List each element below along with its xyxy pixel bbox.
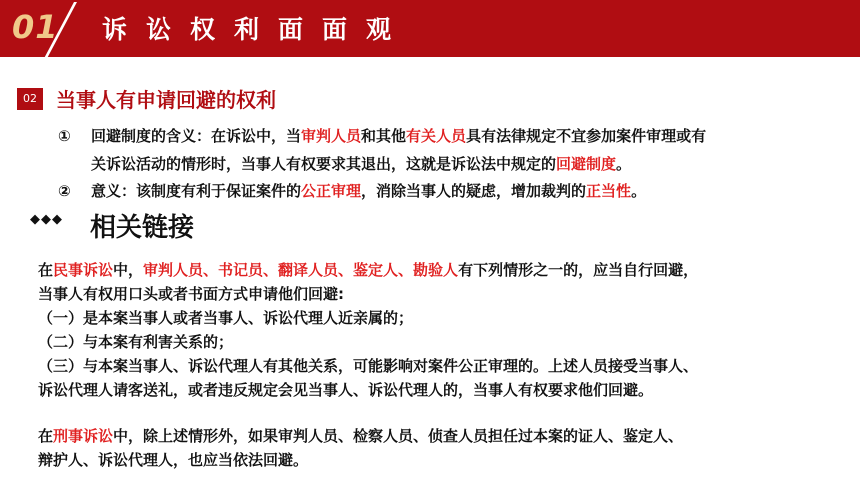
subsection-title: 当事人有申请回避的权利 xyxy=(56,88,276,112)
civil-line-4: （二）与本案有利害关系的； xyxy=(38,333,234,351)
text-span: 回避制度的含义：在诉讼中，当 xyxy=(91,127,302,145)
text-span: 有下列情形之一的，应当自行回避， xyxy=(458,261,699,279)
highlight-text: 正当性 xyxy=(586,182,632,200)
highlight-text: 刑事诉讼 xyxy=(53,427,114,445)
text-span: 具有法律规定不宜参加案件审理或有 xyxy=(466,127,707,145)
criminal-line-2: 辩护人、诉讼代理人，也应当依法回避。 xyxy=(38,451,309,469)
civil-line-2: 当事人有权用口头或者书面方式申请他们回避: xyxy=(38,285,345,303)
highlight-text: 民事诉讼 xyxy=(53,261,114,279)
highlight-text: 审判人员 xyxy=(301,127,362,145)
highlight-text: 回避制度 xyxy=(556,155,617,173)
text-span: 和其他 xyxy=(361,127,407,145)
criminal-line-1 xyxy=(38,424,683,448)
text-span: 。 xyxy=(616,155,632,173)
point-1-line2 xyxy=(91,151,631,177)
related-links-title: 相关链接 xyxy=(90,213,195,243)
civil-line-6: 诉讼代理人请客送礼，或者违反规定会见当事人、诉讼代理人的，当事人有权要求他们回避。 xyxy=(38,381,654,399)
point-1-marker: ① xyxy=(58,127,71,145)
section-number: 01 xyxy=(12,8,59,46)
highlight-text: 有关人员 xyxy=(406,127,467,145)
highlight-text: 公正审理 xyxy=(301,182,362,200)
text-span: 在 xyxy=(38,427,54,445)
point-1-line1 xyxy=(91,123,706,149)
point-2-marker: ② xyxy=(58,182,71,200)
text-span: 中，除上述情形外，如果审判人员、检察人员、侦查人员担任过本案的证人、鉴定人、 xyxy=(113,427,684,445)
highlight-text: 审判人员、书记员、翻译人员、鉴定人、勘验人 xyxy=(143,261,459,279)
subsection-badge: 02 xyxy=(17,88,43,110)
text-span: 关诉讼活动的情形时，当事人有权要求其退出，这就是诉讼法中规定的 xyxy=(91,155,557,173)
civil-line-5: （三）与本案当事人、诉讼代理人有其他关系，可能影响对案件公正审理的。上述人员接受当事人、 xyxy=(38,357,699,375)
text-span: 。 xyxy=(631,182,647,200)
civil-line-3: （一）是本案当事人或者当事人、诉讼代理人近亲属的； xyxy=(38,309,414,327)
diamond-bullets-icon: ◆◆◆ xyxy=(30,212,63,227)
text-span: ，消除当事人的疑虑，增加裁判的 xyxy=(361,182,587,200)
civil-line-1 xyxy=(38,258,698,282)
header-banner xyxy=(0,0,860,57)
text-span: 中， xyxy=(113,261,144,279)
text-span: 意义：该制度有利于保证案件的 xyxy=(91,182,302,200)
page-title: 诉讼权利面面观 xyxy=(102,15,411,44)
text-span: 在 xyxy=(38,261,54,279)
point-2-line1 xyxy=(91,178,646,204)
